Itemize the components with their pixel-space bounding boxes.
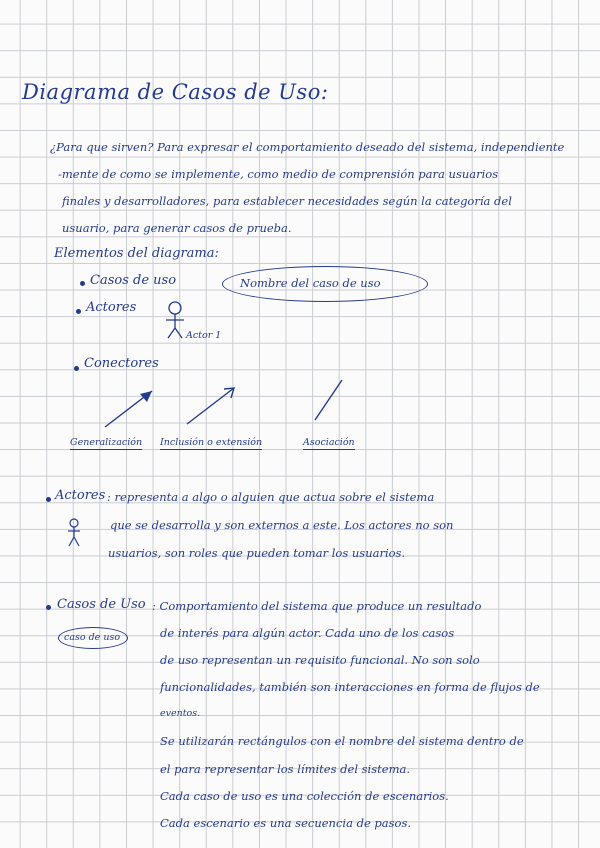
casos-line-1: : Comportamiento del sistema que produce un resultado (152, 599, 482, 613)
casos-line-2: de interés para algún actor. Cada uno de los casos (160, 626, 455, 640)
intro-line-2: -mente de como se implemente, como medio de comprensión para usuarios (58, 167, 499, 181)
connector-asociacion: Asociación (303, 437, 355, 448)
actores-line-3: usuarios, son roles que pueden tomar los usuarios. (108, 546, 406, 560)
casos-line-3: de uso representan un requisito funcional. No son solo (160, 653, 480, 667)
casos-de-uso-label: Casos de uso (90, 273, 177, 288)
actores-section-heading: Actores (55, 488, 106, 503)
intro-line-1: ¿Para que sirven? Para expresar el comportamiento deseado del sistema, independiente (50, 140, 565, 154)
casos-section-heading: Casos de Uso (57, 597, 146, 612)
include-extend-arrow-icon (182, 382, 242, 432)
generalization-arrow-icon (100, 385, 160, 435)
bullet-dot (74, 366, 79, 371)
casos-line-7: el para representar los límites del sistema. (160, 762, 410, 776)
intro-line-4: usuario, para generar casos de prueba. (62, 221, 292, 235)
bullet-dot (76, 309, 81, 314)
conectores-label: Conectores (84, 356, 159, 371)
bullet-dot (46, 497, 51, 502)
actores-label: Actores (86, 300, 137, 315)
use-case-oval-label: Nombre del caso de uso (240, 276, 381, 290)
intro-line-3: finales y desarrolladores, para establecer necesidades según la categoría del (62, 194, 512, 208)
association-line-icon (310, 378, 350, 428)
casos-line-8: Cada caso de uso es una colección de escenarios. (160, 789, 449, 803)
casos-line-6: Se utilizarán rectángulos con el nombre del sistema dentro de (160, 734, 524, 748)
connector-generalizacion: Generalización (70, 437, 143, 448)
bullet-dot (80, 281, 85, 286)
elements-heading: Elementos del diagrama: (54, 246, 219, 261)
actores-line-2: que se desarrolla y son externos a este. Los actores no son (110, 518, 454, 532)
actor-small-stick-figure-icon (64, 518, 84, 548)
casos-line-4: funcionalidades, también son interacciones en forma de flujos de (160, 680, 540, 694)
page-title: Diagrama de Casos de Uso: (22, 80, 329, 104)
casos-line-5: eventos. (160, 708, 201, 719)
connector-inclusion: Inclusión o extensión (160, 437, 263, 448)
casos-line-9: Cada escenario es una secuencia de pasos. (160, 816, 412, 830)
actores-line-1: : representa a algo o alguien que actua sobre el sistema (107, 490, 435, 504)
bullet-dot (46, 605, 51, 610)
actor-name-label: Actor 1 (186, 330, 222, 341)
small-use-case-oval-label: caso de uso (64, 632, 121, 643)
